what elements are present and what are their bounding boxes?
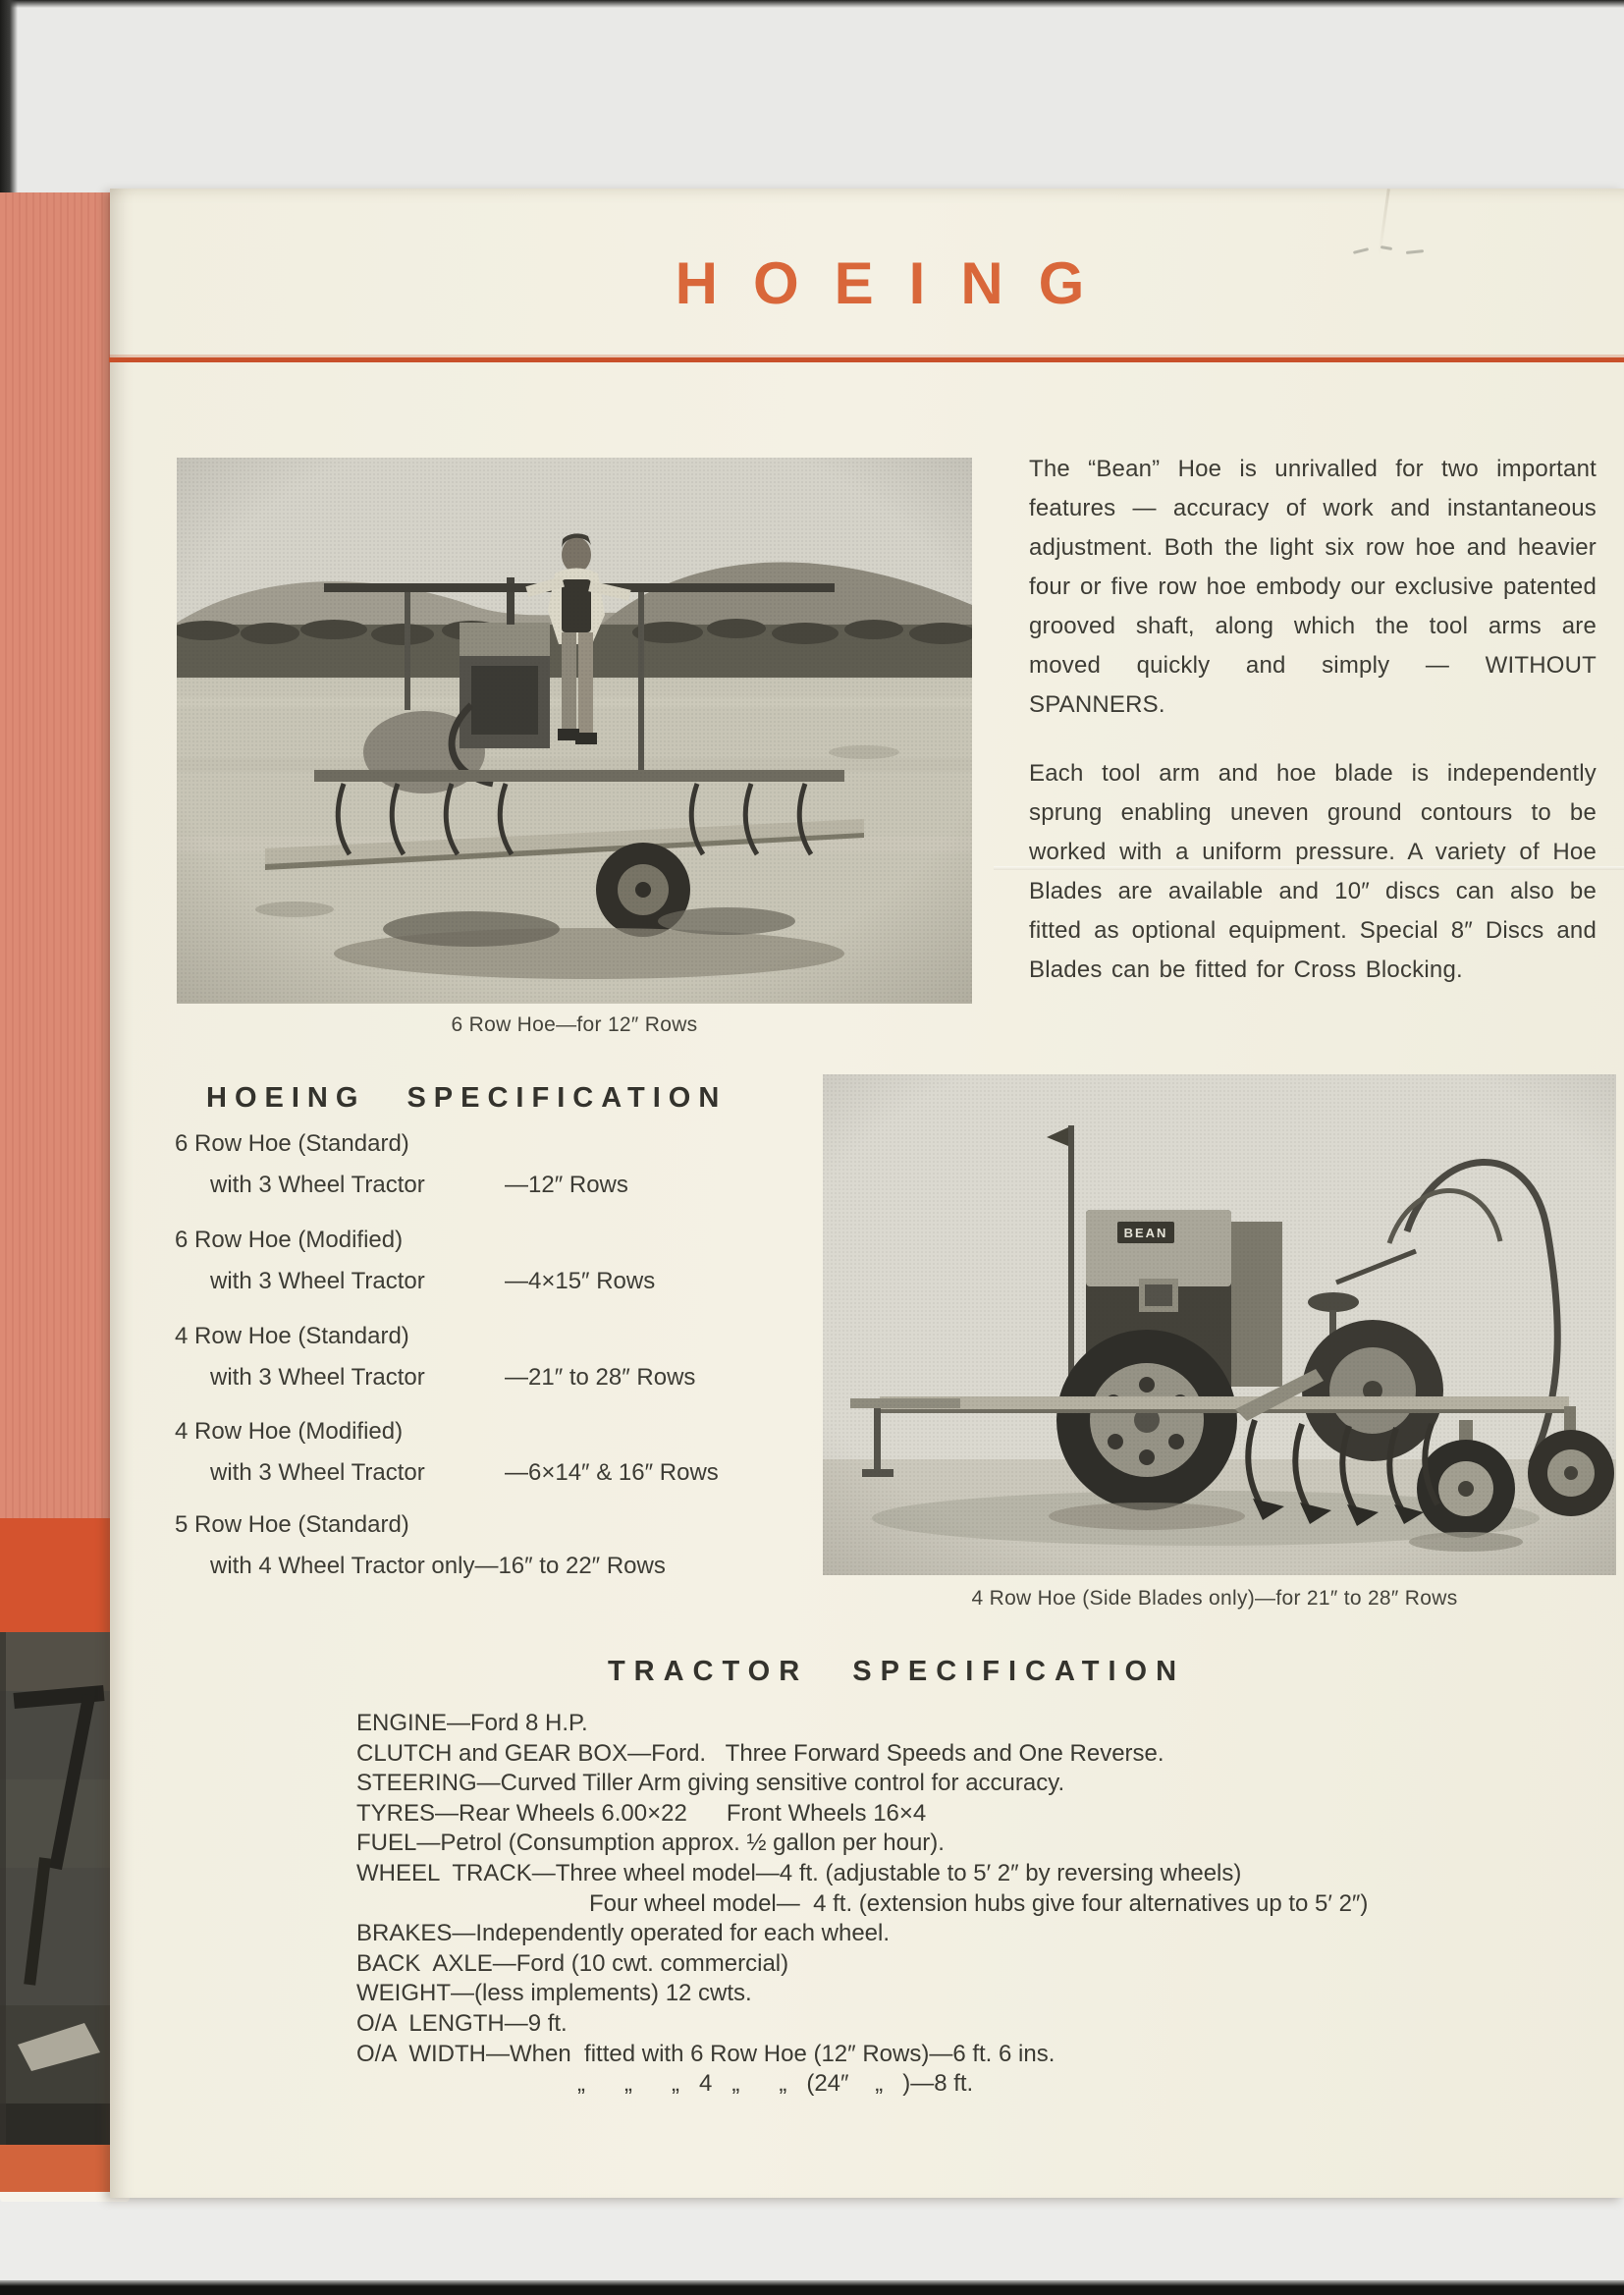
scan-bottom-edge — [0, 2280, 1624, 2295]
hoe-tractor: with 3 Wheel Tractor — [210, 1364, 425, 1391]
title-rule — [109, 357, 1624, 362]
hoe-rows: —6×14″ & 16″ Rows — [505, 1459, 719, 1486]
hoe-tractor: with 3 Wheel Tractor — [210, 1459, 425, 1486]
hoe-model: 6 Row Hoe (Modified) — [175, 1227, 404, 1253]
spec-line-oa-width: O/A WIDTH—When fitted with 6 Row Hoe (12″ Rows)—6 ft. 6 ins. — [356, 2040, 1056, 2067]
scan-left-edge — [0, 0, 18, 196]
hoeing-spec-item — [110, 1417, 817, 1488]
spec-line-back-axle: BACK AXLE—Ford (10 cwt. commercial) — [356, 1949, 789, 1977]
page-stack-orange-edge-bottom — [0, 2145, 119, 2192]
hoe-rows: —4×15″ Rows — [505, 1268, 656, 1294]
photo1-caption: 6 Row Hoe—for 12″ Rows — [451, 1013, 698, 1036]
hoe-rows: —21″ to 28″ Rows — [505, 1364, 696, 1391]
hoe-rows: —12″ Rows — [505, 1172, 628, 1198]
photo2-caption: 4 Row Hoe (Side Blades only)—for 21″ to 28″ Rows — [971, 1587, 1458, 1610]
page-stack-photo-fragment — [0, 1632, 119, 2145]
spec-line-brakes: BRAKES—Independently operated for each wheel. — [356, 1920, 891, 1947]
hoe-model: 6 Row Hoe (Standard) — [175, 1130, 409, 1157]
page-stack-orange-edge — [0, 1518, 119, 1632]
hoeing-spec-heading: HOEING SPECIFICATION — [206, 1082, 728, 1114]
spec-line-oa-length: O/A LENGTH—9 ft. — [356, 2009, 568, 2037]
hoe-model: 5 Row Hoe (Standard) — [175, 1511, 409, 1538]
photo-4-row-hoe — [823, 1074, 1616, 1575]
page-stack-salmon-edge — [0, 192, 119, 1518]
hoe-tractor: with 4 Wheel Tractor only—16″ to 22″ Rows — [210, 1553, 666, 1579]
tractor-spec-list — [356, 1709, 1574, 2100]
spec-line-engine: ENGINE—Ford 8 H.P. — [356, 1710, 588, 1736]
scan-top-edge — [0, 0, 1624, 8]
spec-line-oa-width-2: „ „ „ 4 „ „ (24″ „ )—8 ft. — [577, 2070, 974, 2098]
hoe-model: 4 Row Hoe (Modified) — [175, 1418, 404, 1445]
hoeing-spec-item — [110, 1129, 817, 1200]
intro-paragraph-2: Each tool arm and hoe blade is independently sprung enabling uneven ground contours to be worked with a uniform pressure. A variety of Hoe Blades are available and 10″ discs can also be fitted as optional equipment. Special 8″ Discs and Blades can be fitted for Cross Blocking. — [1029, 760, 1597, 983]
hoe-tractor: with 3 Wheel Tractor — [210, 1172, 425, 1198]
spec-line-clutch: CLUTCH and GEAR BOX—Ford. Three Forward Speeds and One Reverse. — [356, 1739, 1164, 1767]
hoe-tractor: with 3 Wheel Tractor — [210, 1268, 425, 1294]
pencil-marks — [1349, 238, 1437, 265]
intro-text-column — [1029, 450, 1597, 1019]
spec-line-wheel-track-2: Four wheel model— 4 ft. (extension hubs give four alternatives up to 5′ 2″) — [589, 1889, 1369, 1917]
spec-line-fuel: FUEL—Petrol (Consumption approx. ½ gallon per hour). — [356, 1830, 945, 1857]
intro-paragraph-1: The “Bean” Hoe is unrivalled for two important features — accuracy of work and instantaneous adjustment. Both the light six row hoe and heavier four or five row hoe embody our exclusive patented grooved shaft, along which the tool arms are moved quickly and simply — WITHOUT SPANNERS. — [1029, 456, 1597, 718]
spec-line-tyres: TYRES—Rear Wheels 6.00×22 Front Wheels 16×4 — [356, 1799, 927, 1827]
hoeing-spec-item — [110, 1226, 817, 1296]
scan-bottom-margin — [0, 2200, 1624, 2282]
photo-6-row-hoe — [177, 458, 972, 1004]
hoe-model: 4 Row Hoe (Standard) — [175, 1323, 409, 1349]
brochure-page — [110, 189, 1624, 2198]
spec-line-steering: STEERING—Curved Tiller Arm giving sensitive control for accuracy. — [356, 1770, 1065, 1797]
spec-line-weight: WEIGHT—(less implements) 12 cwts. — [356, 1980, 752, 2007]
spec-line-wheel-track: WHEEL TRACK—Three wheel model—4 ft. (adjustable to 5′ 2″ by reversing wheels) — [356, 1859, 1242, 1886]
tractor-spec-heading: TRACTOR SPECIFICATION — [607, 1656, 1186, 1687]
hoeing-spec-item — [110, 1322, 817, 1393]
hoeing-spec-item — [110, 1510, 817, 1581]
page-title: HOEING — [675, 250, 1120, 316]
